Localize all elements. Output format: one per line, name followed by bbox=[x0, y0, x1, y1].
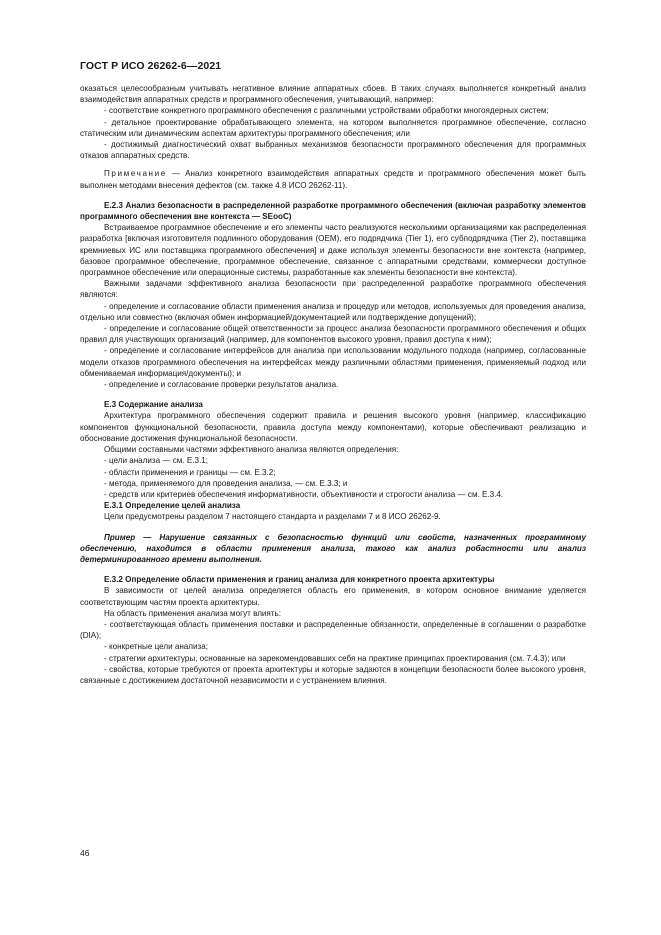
list-item: - метода, применяемого для проведения анализа, — см. Е.3.3; и bbox=[104, 478, 348, 488]
section-heading: Е.3 Содержание анализа bbox=[104, 400, 203, 410]
list-item: - свойства, которые требуются от проекта архитектуры и которые задаются в концепции безопасности более высокого уровня, связанные с достижением достаточной независимости и с устранением влияния. bbox=[80, 664, 586, 685]
paragraph: оказаться целесообразным учитывать негативное влияние аппаратных сбоев. В таких случаях выполняется конкретный анализ взаимодействия аппаратных средств и программного обеспечения, учитывающий, например: bbox=[80, 84, 586, 105]
note-label: Примечание bbox=[104, 169, 167, 179]
page-number: 46 bbox=[80, 848, 90, 858]
list-item: - соответствие конкретного программного обеспечения с различными устройствами обработки многоядерных систем; bbox=[104, 106, 549, 116]
list-item: - цели анализа — см. Е.3.1; bbox=[104, 456, 208, 466]
example: Пример — Нарушение связанных с безопасностью функций или свойств, назначенных программному обеспечению, находится в области применения анализа, такого как анализ робастности или анализ детерминированного времени выполнения. bbox=[80, 532, 586, 564]
note bbox=[80, 168, 586, 190]
list-item: - стратегии архитектуры, основанные на зарекомендовавших себя на практике принципах проектирования (см. 7.4.3); или bbox=[104, 653, 566, 663]
list-item: - конкретные цели анализа; bbox=[104, 642, 209, 652]
list-item: - средств или критериев обеспечения информативности, объективности и строгости анализа — см. Е.3.4. bbox=[104, 489, 504, 499]
list-item: - определение и согласование общей ответственности за процесс анализа безопасности программного обеспечения и общих правил для участвующих организаций (например, для компонентов высокого уровня, правил доступа к ним); bbox=[80, 324, 586, 345]
page-body bbox=[80, 83, 586, 686]
list-item: - определение и согласование области применения анализа и процедур или методов, используемых для проведения анализа, отдельно или совместно (включая обмен информацией/документацией или подтверждение допущений); bbox=[80, 301, 586, 322]
page-header: ГОСТ Р ИСО 26262-6—2021 bbox=[80, 60, 222, 72]
subsection-heading: Е.3.1 Определение целей анализа bbox=[104, 501, 241, 511]
paragraph: Архитектура программного обеспечения содержит правила и решения высокого уровня (например, классификацию компонентов функциональной безопасности, правила доступа между компонентами), которые обеспечивают реализацию и обоснование достижения функциональной безопасности. bbox=[80, 411, 586, 443]
note-text: — Анализ конкретного взаимодействия аппаратных средств и программного обеспечения может быть выполнен методами внесения дефектов (см. также 4.8 ИСО 26262-11). bbox=[80, 169, 586, 190]
paragraph: Цели предусмотрены разделом 7 настоящего стандарта и разделами 7 и 8 ИСО 26262-9. bbox=[104, 512, 441, 522]
paragraph: Важными задачами эффективного анализа безопасности при распределенной разработке программного обеспечения являются: bbox=[80, 279, 586, 300]
list-item: - области применения и границы — см. Е.3.2; bbox=[104, 467, 276, 477]
paragraph: На область применения анализа могут влиять: bbox=[104, 608, 281, 618]
list-item: - детальное проектирование обрабатывающего элемента, на котором выполняется программное обеспечение, согласно статическим или динамическим аспектам архитектуры программного обеспечения; или bbox=[80, 117, 586, 138]
list-item: - определение и согласование интерфейсов для анализа при использовании модульного подхода (например, согласованные модели отказов программного обеспечения на интерфейсах между различными областями применения, применяемый подход или обмениваемая информация/документы); и bbox=[80, 346, 586, 378]
section-heading: Е.2.3 Анализ безопасности в распределенной разработке программного обеспечения (включая разработку элементов программного обеспечения вне контекста — SEooC) bbox=[80, 200, 586, 222]
subsection-heading: Е.3.2 Определение области применения и границ анализа для конкретного проекта архитектуры bbox=[104, 575, 495, 585]
paragraph: Общими составными частями эффективного анализа являются определения: bbox=[104, 445, 399, 455]
paragraph: В зависимости от целей анализа определяется область его применения, в котором основное внимание уделяется соответствующим частям проекта архитектуры. bbox=[80, 586, 586, 607]
list-item: - определение и согласование проверки результатов анализа. bbox=[104, 380, 339, 390]
list-item: - соответствующая область применения поставки и распределенные обязанности, определенные в соглашении о разработке (DIA); bbox=[80, 619, 586, 641]
paragraph: Встраиваемое программное обеспечение и его элементы часто реализуются несколькими организациями как распределенная разработка [включая изготовителя подлинного оборудования (OEM), его подрядчика (Tier 1), его субподрядчика (Tier 2), поставщика кремниевых ИС или поставщика программного обеспечения] и даже используя элементы безопасности вне контекста (например, базовое программное обеспечение, программное обеспечение, связанное с аппаратными средствами, коммерчески доступное программное обеспечение или операционные системы, разработанные как элементы безопасности вне контекста). bbox=[80, 223, 586, 278]
list-item: - достижимый диагностический охват выбранных механизмов безопасности программного обеспечения для программных отказов аппаратных средств. bbox=[80, 140, 586, 161]
